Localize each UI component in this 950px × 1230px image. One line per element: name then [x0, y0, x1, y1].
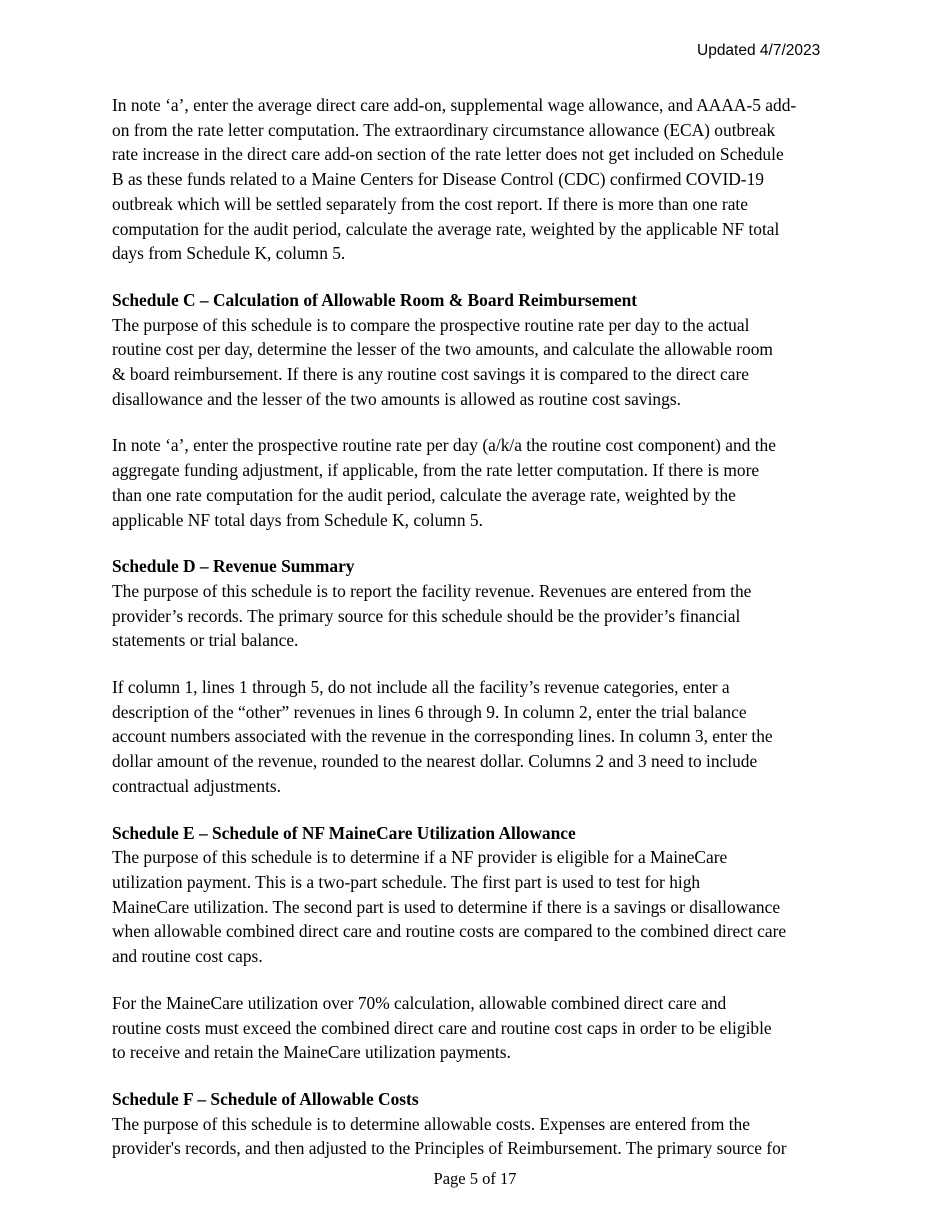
- paragraph-note-a-routine-rate: [112, 433, 852, 532]
- section-schedule-d: [112, 554, 852, 653]
- text-line: provider’s records. The primary source for this schedule should be the provider’s financial: [112, 605, 741, 626]
- text-line: routine cost per day, determine the lesser of the two amounts, and calculate the allowable room: [112, 339, 773, 360]
- section-heading: Schedule E – Schedule of NF MaineCare Utilization Allowance: [112, 822, 576, 843]
- updated-date: Updated 4/7/2023: [697, 42, 821, 59]
- page-number: Page 5 of 17: [433, 1169, 517, 1188]
- text-line: than one rate computation for the audit period, calculate the average rate, weighted by the: [112, 484, 736, 505]
- text-line: disallowance and the lesser of the two amounts is allowed as routine cost savings.: [112, 388, 681, 409]
- document-body: [112, 93, 852, 1183]
- text-line: and routine cost caps.: [112, 946, 263, 967]
- text-line: aggregate funding adjustment, if applicable, from the rate letter computation. If there is more: [112, 460, 760, 481]
- text-line: If column 1, lines 1 through 5, do not include all the facility’s revenue categories, enter a: [112, 677, 730, 698]
- text-line: description of the “other” revenues in lines 6 through 9. In column 2, enter the trial balance: [112, 701, 747, 722]
- text-line: computation for the audit period, calculate the average rate, weighted by the applicable NF total: [112, 218, 780, 239]
- text-line: In note ‘a’, enter the prospective routine rate per day (a/k/a the routine cost component) and the: [112, 435, 776, 456]
- text-line: rate increase in the direct care add-on section of the rate letter does not get included on Schedule: [112, 144, 784, 165]
- text-line: outbreak which will be settled separately from the cost report. If there is more than one rate: [112, 193, 748, 214]
- text-line: The purpose of this schedule is to determine if a NF provider is eligible for a MaineCare: [112, 847, 728, 868]
- text-line: The purpose of this schedule is to report the facility revenue. Revenues are entered from the: [112, 580, 752, 601]
- text-line: For the MaineCare utilization over 70% calculation, allowable combined direct care and: [112, 992, 727, 1013]
- paragraph-utilization-calculation: [112, 991, 852, 1065]
- text-line: account numbers associated with the revenue in the corresponding lines. In column 3, enter the: [112, 726, 773, 747]
- section-heading: Schedule C – Calculation of Allowable Room & Board Reimbursement: [112, 289, 638, 310]
- text-line: In note ‘a’, enter the average direct care add-on, supplemental wage allowance, and AAAA-5 add-: [112, 95, 797, 115]
- text-line: & board reimbursement. If there is any routine cost savings it is compared to the direct care: [112, 364, 749, 385]
- section-schedule-e: [112, 821, 852, 969]
- section-heading: Schedule D – Revenue Summary: [112, 556, 355, 577]
- text-line: routine costs must exceed the combined direct care and routine cost caps in order to be eligible: [112, 1017, 772, 1038]
- text-line: to receive and retain the MaineCare utilization payments.: [112, 1042, 511, 1063]
- text-line: provider's records, and then adjusted to the Principles of Reimbursement. The primary source for: [112, 1138, 787, 1159]
- text-line: The purpose of this schedule is to compare the prospective routine rate per day to the actual: [112, 314, 750, 335]
- text-line: MaineCare utilization. The second part is used to determine if there is a savings or disallowance: [112, 896, 781, 917]
- text-line: on from the rate letter computation. The extraordinary circumstance allowance (ECA) outbreak: [112, 119, 776, 140]
- text-line: dollar amount of the revenue, rounded to the nearest dollar. Columns 2 and 3 need to include: [112, 751, 758, 772]
- text-line: statements or trial balance.: [112, 630, 299, 651]
- text-line: contractual adjustments.: [112, 775, 282, 796]
- paragraph-note-a-direct-care: [112, 93, 852, 266]
- paragraph-revenue-columns: [112, 675, 852, 799]
- section-schedule-c: [112, 288, 852, 412]
- text-line: when allowable combined direct care and routine costs are compared to the combined direct care: [112, 921, 787, 942]
- section-heading: Schedule F – Schedule of Allowable Costs: [112, 1088, 419, 1109]
- text-line: days from Schedule K, column 5.: [112, 243, 346, 264]
- text-line: utilization payment. This is a two-part schedule. The first part is used to test for high: [112, 871, 701, 892]
- section-schedule-f: [112, 1087, 852, 1161]
- text-line: The purpose of this schedule is to determine allowable costs. Expenses are entered from the: [112, 1113, 750, 1134]
- text-line: B as these funds related to a Maine Centers for Disease Control (CDC) confirmed COVID-19: [112, 169, 764, 190]
- text-line: applicable NF total days from Schedule K, column 5.: [112, 509, 483, 530]
